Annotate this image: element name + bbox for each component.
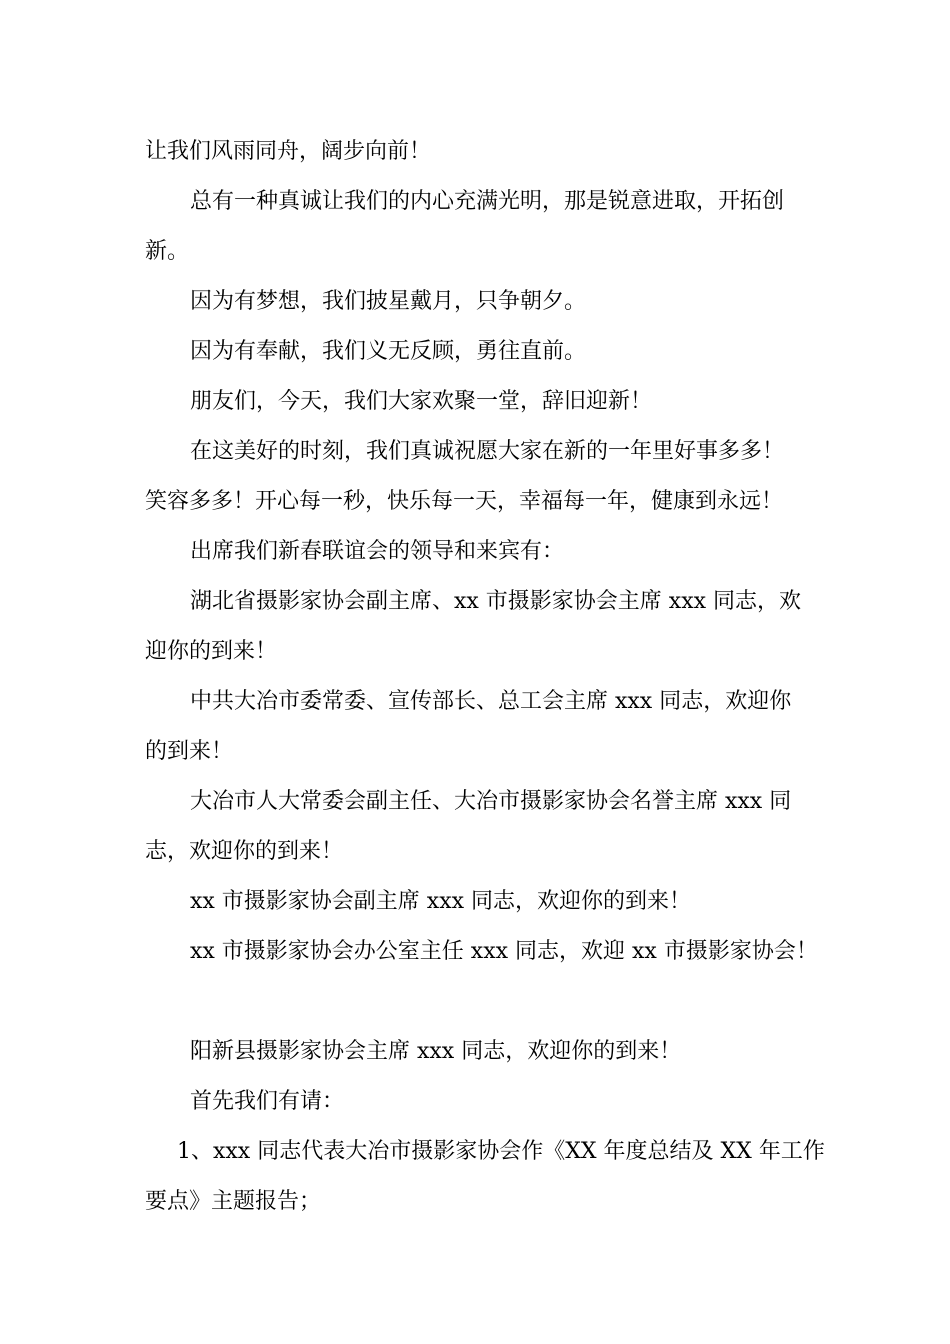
text-line: 在这美好的时刻，我们真诚祝愿大家在新的一年里好事多多！ — [190, 439, 785, 464]
text-line: 志，欢迎你的到来！ — [145, 839, 344, 864]
text-line: 因为有梦想，我们披星戴月，只争朝夕。 — [190, 289, 587, 314]
text-line: 大冶市人大常委会副主任、大冶市摄影家协会名誉主席 xxx 同 — [190, 789, 792, 814]
text-line: 中共大冶市委常委、宣传部长、总工会主席 xxx 同志，欢迎你 — [190, 689, 792, 714]
text-line: 总有一种真诚让我们的内心充满光明，那是锐意进取，开拓创 — [190, 189, 785, 214]
text-line: xx 市摄影家协会办公室主任 xxx 同志，欢迎 xx 市摄影家协会！ — [190, 939, 818, 964]
text-line: 的到来！ — [145, 739, 234, 764]
text-line: 出席我们新春联谊会的领导和来宾有： — [190, 539, 565, 564]
text-line: 湖北省摄影家协会副主席、xx 市摄影家协会主席 xxx 同志，欢 — [190, 589, 802, 614]
text-line: 因为有奉献，我们义无反顾，勇往直前。 — [190, 339, 587, 364]
text-line: 1、xxx 同志代表大冶市摄影家协会作《XX 年度总结及 XX 年工作 — [177, 1139, 825, 1164]
text-line: xx 市摄影家协会副主席 xxx 同志，欢迎你的到来！ — [190, 889, 692, 914]
text-line: 朋友们，今天，我们大家欢聚一堂，辞旧迎新！ — [190, 389, 653, 414]
text-line: 迎你的到来！ — [145, 639, 278, 664]
text-line: 首先我们有请： — [190, 1089, 345, 1114]
text-line: 笑容多多！开心每一秒，快乐每一天，幸福每一年，健康到永远！ — [145, 489, 784, 514]
text-line: 新。 — [145, 239, 190, 264]
text-line: 让我们风雨同舟，阔步向前！ — [145, 139, 432, 164]
text-line: 要点》主题报告； — [145, 1189, 322, 1214]
text-line: 阳新县摄影家协会主席 xxx 同志，欢迎你的到来！ — [190, 1039, 682, 1064]
